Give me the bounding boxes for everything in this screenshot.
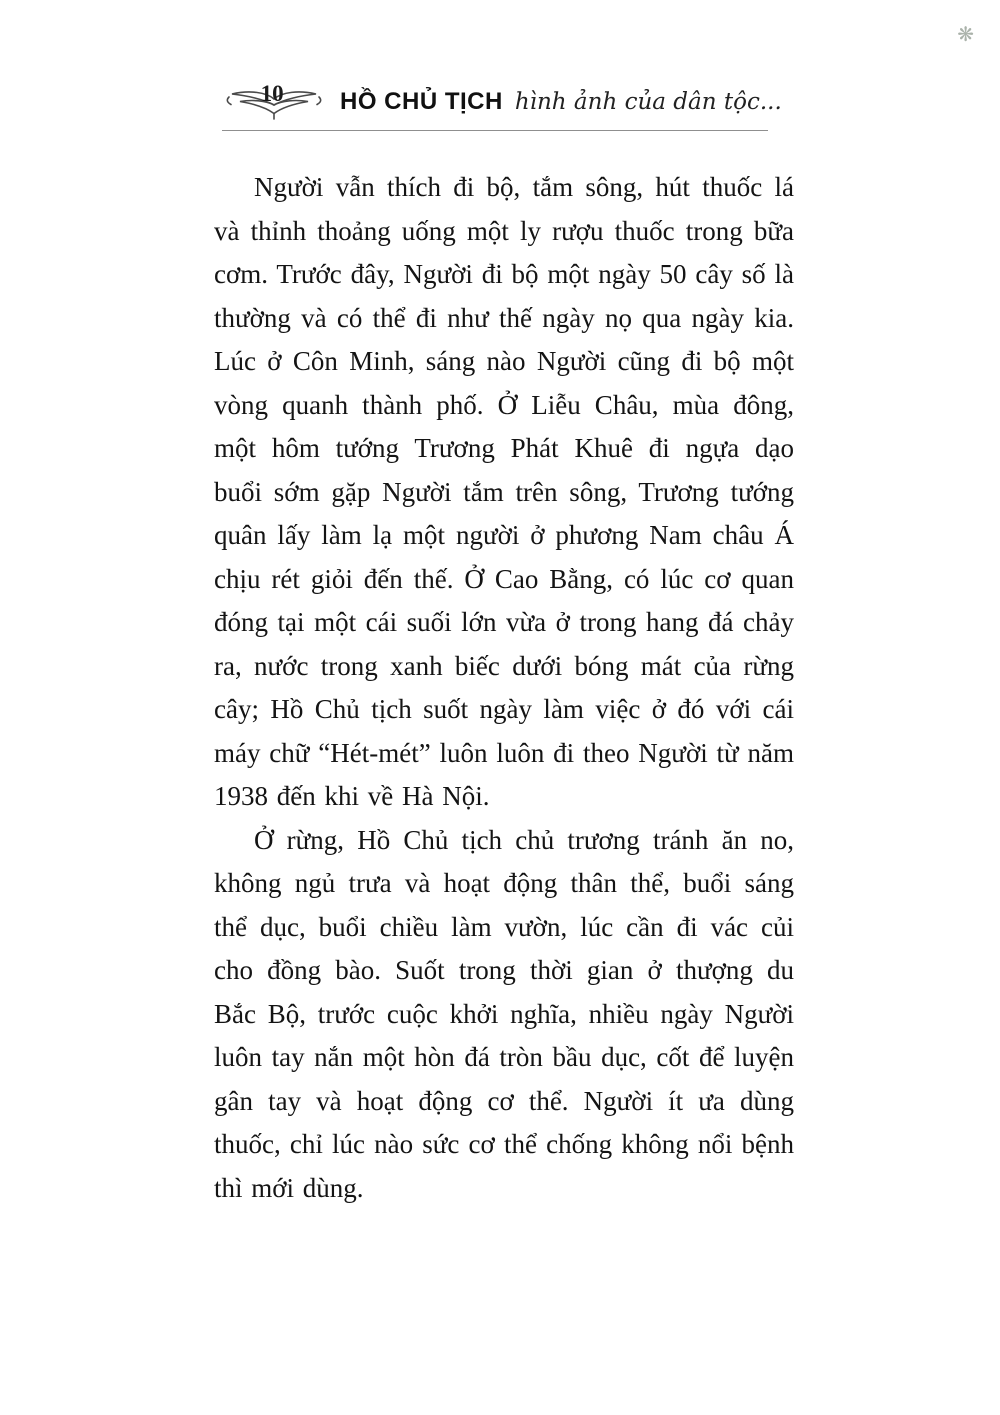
body-text — [214, 166, 794, 1210]
header-rule — [222, 130, 768, 131]
page-header — [222, 80, 782, 139]
open-book-icon — [222, 80, 326, 124]
flower-asterisk-icon: ❋ — [957, 24, 974, 46]
paragraph-2: Ở rừng, Hồ Chủ tịch chủ trương tránh ăn no, không ngủ trưa và hoạt động thân thể, buổi sáng thể dục, buổi chiều làm vườn, lúc cần đi vác củi cho đồng bào. Suốt trong thời gian ở thượng du Bắc Bộ, trước cuộc khởi nghĩa, nhiều ngày Người luôn tay nắn một hòn đá tròn bầu dục, cốt để luyện gân tay và hoạt động cơ thể. Người ít ưa dùng thuốc, chỉ lúc nào sức cơ thể chống không nổi bệnh thì mới dùng. — [214, 824, 794, 1203]
running-head-subtitle: hình ảnh của dân tộc... — [514, 89, 782, 115]
paragraph-1: Người vẫn thích đi bộ, tắm sông, hút thuốc lá và thỉnh thoảng uống một ly rượu thuốc trong bữa cơm. Trước đây, Người đi bộ một ngày 50 cây số là thường và có thể đi như thế ngày nọ qua ngày kia. Lúc ở Côn Minh, sáng nào Người cũng đi bộ một vòng quanh thành phố. Ở Liễu Châu, mùa đông, một hôm tướng Trương Phát Khuê đi ngựa dạo buổi sớm gặp Người tắm trên sông, Trương tướng quân lấy làm lạ một người ở phương Nam châu Á chịu rét giỏi đến thế. Ở Cao Bằng, có lúc cơ quan đóng tại một cái suối lớn vừa ở trong hang đá chảy ra, nước trong xanh biếc dưới bóng mát của rừng cây; Hồ Chủ tịch suốt ngày làm việc ở đó với cái máy chữ “Hét-mét” luôn luôn đi theo Người từ năm 1938 đến khi về Hà Nội. — [214, 172, 794, 811]
running-head-title: HỒ CHỦ TỊCH — [340, 88, 503, 115]
page-header-row — [222, 80, 782, 124]
page-number: 10 — [260, 81, 284, 106]
